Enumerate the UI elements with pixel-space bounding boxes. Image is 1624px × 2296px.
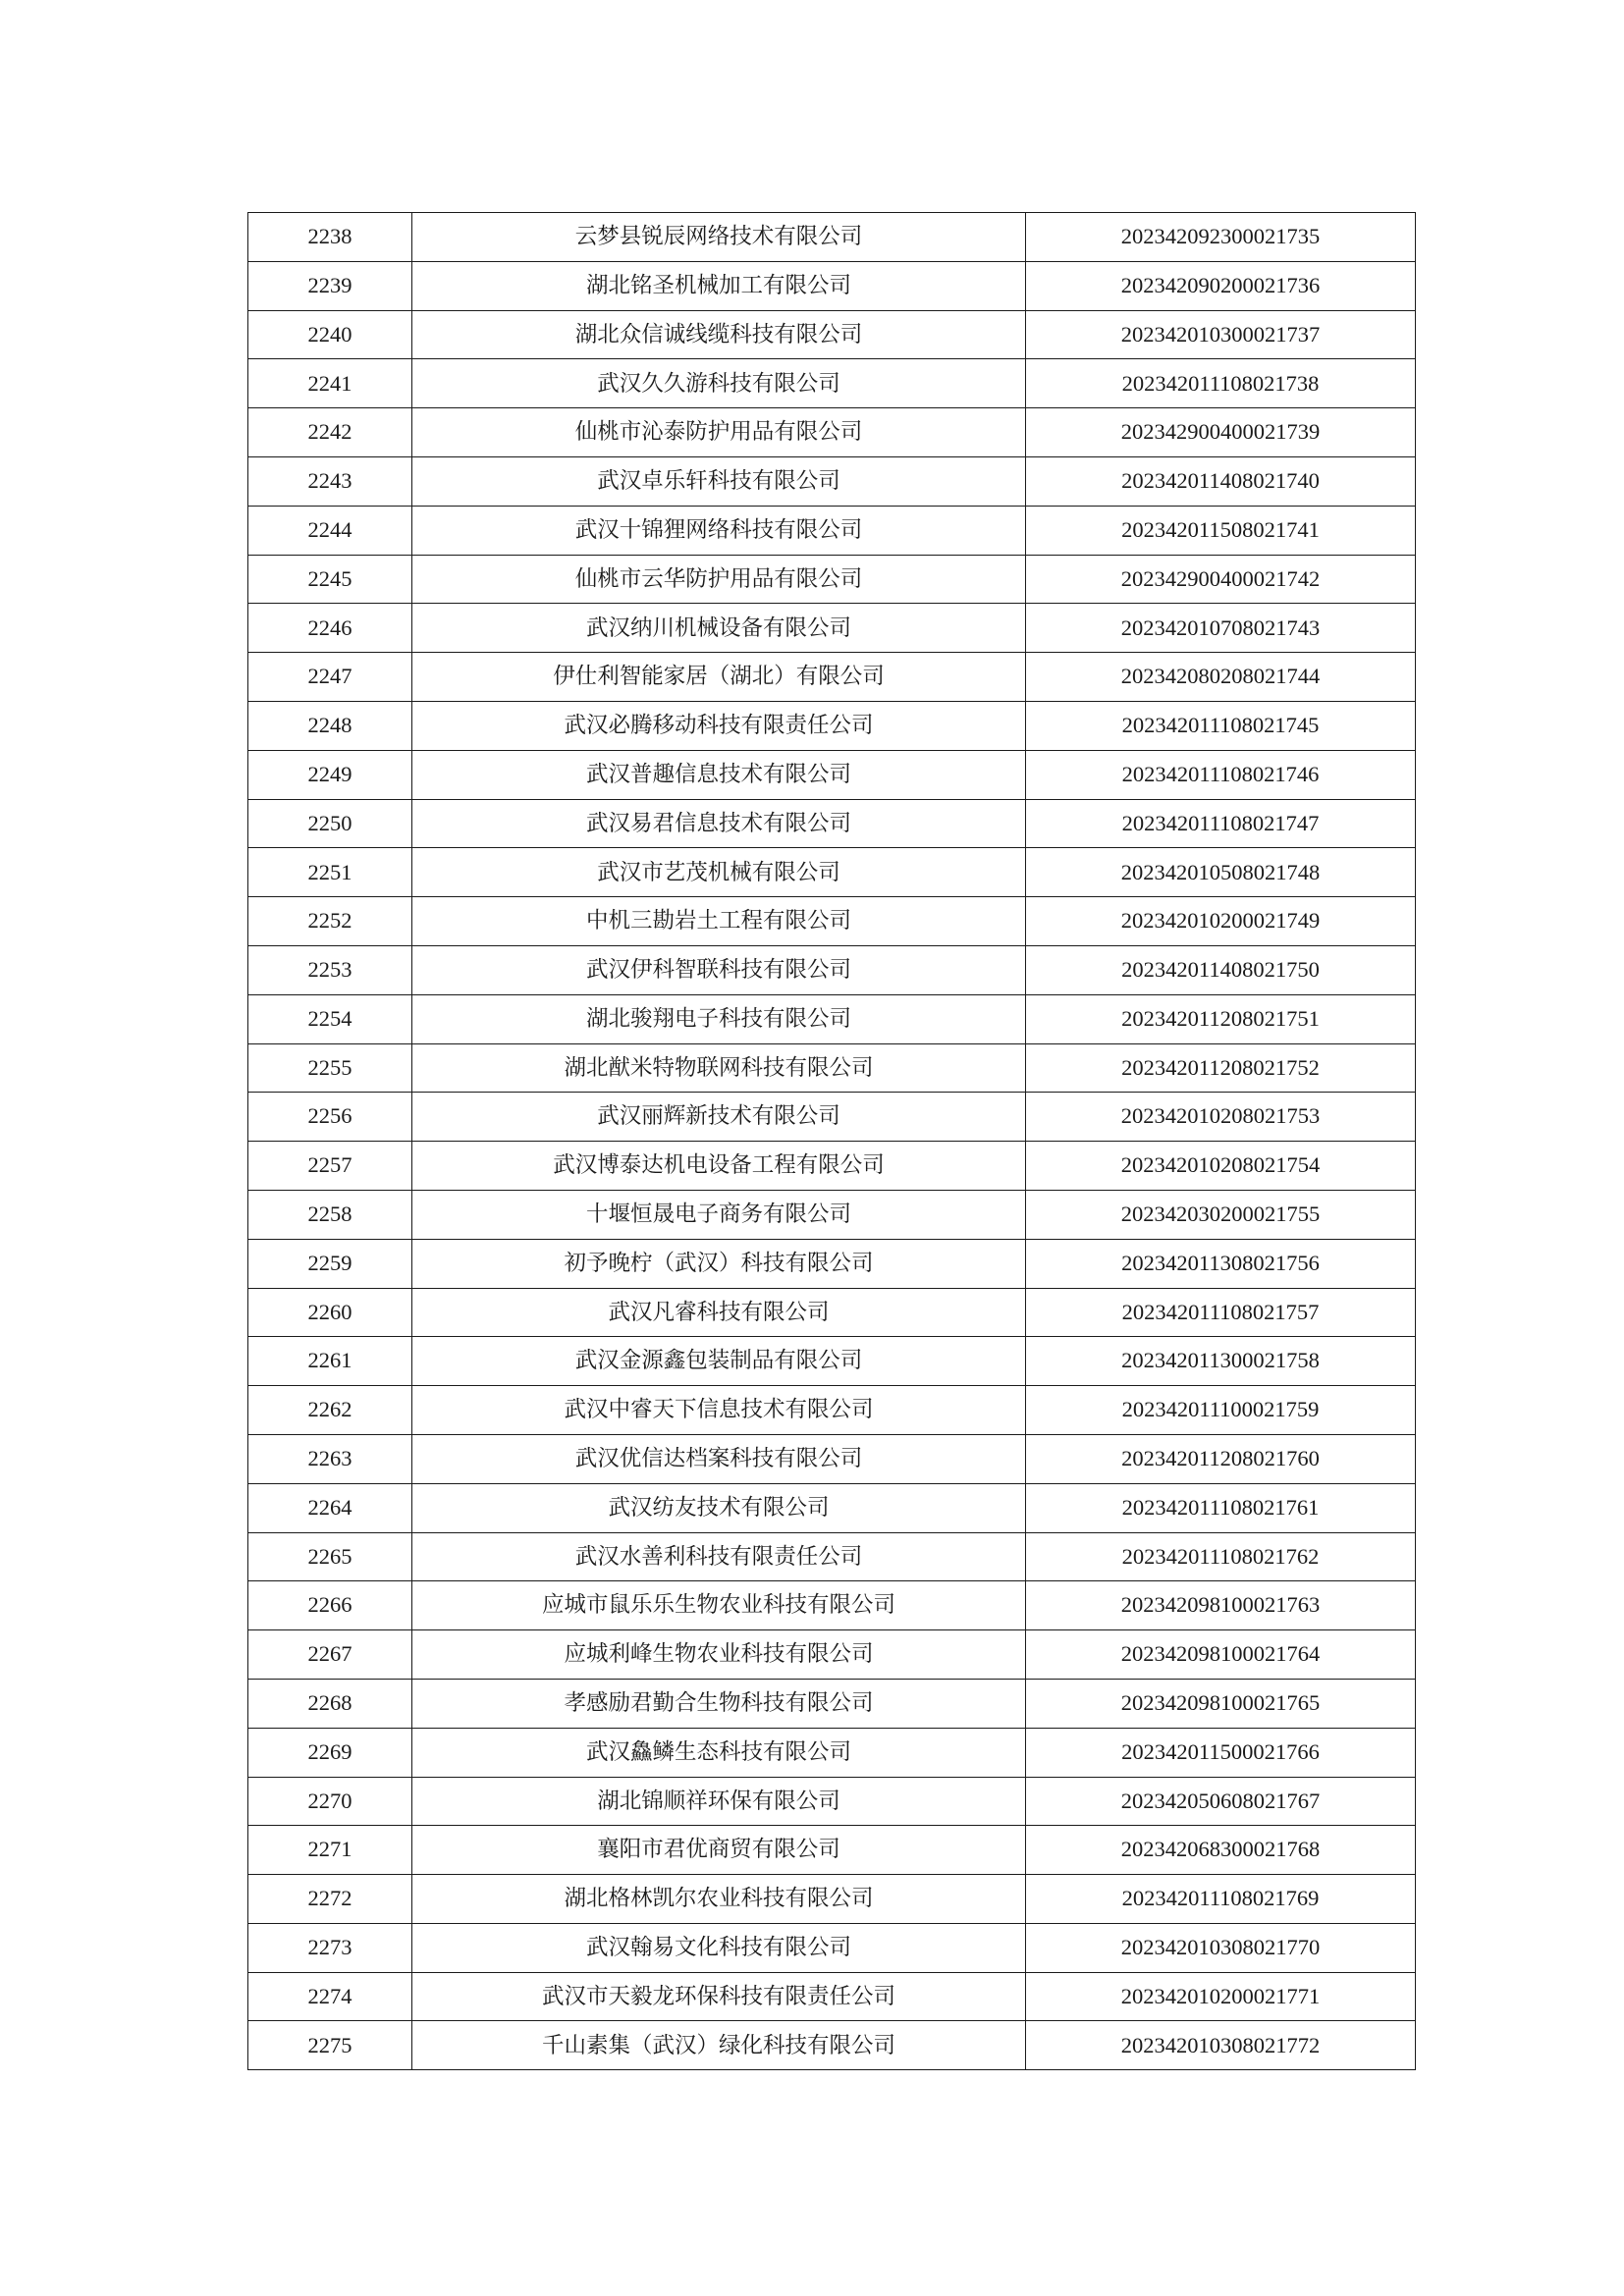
table-row bbox=[248, 1875, 1416, 1924]
company-name-cell: 应城利峰生物农业科技有限公司 bbox=[412, 1630, 1026, 1680]
company-name-cell: 孝感励君勤合生物科技有限公司 bbox=[412, 1679, 1026, 1728]
table-row bbox=[248, 848, 1416, 897]
company-name-cell: 襄阳市君优商贸有限公司 bbox=[412, 1826, 1026, 1875]
registration-code-cell: 202342010308021772 bbox=[1026, 2021, 1416, 2070]
company-name-cell: 湖北众信诚线缆科技有限公司 bbox=[412, 310, 1026, 359]
registration-code-cell: 202342900400021742 bbox=[1026, 555, 1416, 604]
registration-code-cell: 202342010708021743 bbox=[1026, 604, 1416, 653]
row-number-cell: 2255 bbox=[248, 1043, 412, 1093]
registration-code-cell: 202342011208021751 bbox=[1026, 994, 1416, 1043]
company-name-cell: 千山素集（武汉）绿化科技有限公司 bbox=[412, 2021, 1026, 2070]
registration-code-cell: 202342011108021761 bbox=[1026, 1483, 1416, 1532]
company-name-cell: 湖北格林凯尔农业科技有限公司 bbox=[412, 1875, 1026, 1924]
registration-code-cell: 202342010200021771 bbox=[1026, 1972, 1416, 2021]
row-number-cell: 2244 bbox=[248, 506, 412, 555]
table-row bbox=[248, 261, 1416, 310]
table-row bbox=[248, 1386, 1416, 1435]
table-row bbox=[248, 897, 1416, 946]
company-name-cell: 武汉金源鑫包装制品有限公司 bbox=[412, 1337, 1026, 1386]
company-name-cell: 十堰恒晟电子商务有限公司 bbox=[412, 1190, 1026, 1239]
row-number-cell: 2273 bbox=[248, 1923, 412, 1972]
company-name-cell: 湖北锦顺祥环保有限公司 bbox=[412, 1777, 1026, 1826]
row-number-cell: 2252 bbox=[248, 897, 412, 946]
table-row bbox=[248, 1826, 1416, 1875]
row-number-cell: 2261 bbox=[248, 1337, 412, 1386]
company-name-cell: 中机三勘岩土工程有限公司 bbox=[412, 897, 1026, 946]
company-name-cell: 湖北猷米特物联网科技有限公司 bbox=[412, 1043, 1026, 1093]
table-row bbox=[248, 653, 1416, 702]
table-row bbox=[248, 1483, 1416, 1532]
row-number-cell: 2257 bbox=[248, 1142, 412, 1191]
registration-code-cell: 202342010208021753 bbox=[1026, 1093, 1416, 1142]
registration-code-cell: 202342011100021759 bbox=[1026, 1386, 1416, 1435]
registration-code-cell: 202342080208021744 bbox=[1026, 653, 1416, 702]
table-row bbox=[248, 1923, 1416, 1972]
row-number-cell: 2243 bbox=[248, 456, 412, 506]
registration-code-cell: 202342011408021750 bbox=[1026, 945, 1416, 994]
company-name-cell: 湖北铭圣机械加工有限公司 bbox=[412, 261, 1026, 310]
company-name-cell: 武汉久久游科技有限公司 bbox=[412, 359, 1026, 408]
row-number-cell: 2271 bbox=[248, 1826, 412, 1875]
company-name-cell: 武汉优信达档案科技有限公司 bbox=[412, 1434, 1026, 1483]
company-name-cell: 武汉纺友技术有限公司 bbox=[412, 1483, 1026, 1532]
table-row bbox=[248, 213, 1416, 262]
row-number-cell: 2270 bbox=[248, 1777, 412, 1826]
registration-code-cell: 202342011208021760 bbox=[1026, 1434, 1416, 1483]
registration-code-cell: 202342011108021769 bbox=[1026, 1875, 1416, 1924]
table-row bbox=[248, 1142, 1416, 1191]
row-number-cell: 2275 bbox=[248, 2021, 412, 2070]
row-number-cell: 2254 bbox=[248, 994, 412, 1043]
table-row bbox=[248, 1630, 1416, 1680]
row-number-cell: 2256 bbox=[248, 1093, 412, 1142]
registration-code-cell: 202342011108021738 bbox=[1026, 359, 1416, 408]
company-name-cell: 应城市鼠乐乐生物农业科技有限公司 bbox=[412, 1581, 1026, 1630]
registration-code-cell: 202342011108021745 bbox=[1026, 701, 1416, 750]
row-number-cell: 2268 bbox=[248, 1679, 412, 1728]
registration-code-cell: 202342030200021755 bbox=[1026, 1190, 1416, 1239]
company-name-cell: 武汉丽辉新技术有限公司 bbox=[412, 1093, 1026, 1142]
company-name-cell: 武汉鱻鳞生态科技有限公司 bbox=[412, 1728, 1026, 1777]
table-row bbox=[248, 1972, 1416, 2021]
company-name-cell: 武汉伊科智联科技有限公司 bbox=[412, 945, 1026, 994]
company-name-cell: 湖北骏翔电子科技有限公司 bbox=[412, 994, 1026, 1043]
row-number-cell: 2253 bbox=[248, 945, 412, 994]
row-number-cell: 2267 bbox=[248, 1630, 412, 1680]
registration-code-cell: 202342010208021754 bbox=[1026, 1142, 1416, 1191]
table-row bbox=[248, 2021, 1416, 2070]
table-row bbox=[248, 994, 1416, 1043]
registration-code-cell: 202342092300021735 bbox=[1026, 213, 1416, 262]
row-number-cell: 2265 bbox=[248, 1532, 412, 1581]
table-row bbox=[248, 701, 1416, 750]
company-name-cell: 武汉必腾移动科技有限责任公司 bbox=[412, 701, 1026, 750]
registration-code-cell: 202342011408021740 bbox=[1026, 456, 1416, 506]
company-name-cell: 武汉卓乐轩科技有限公司 bbox=[412, 456, 1026, 506]
table-row bbox=[248, 945, 1416, 994]
table-row bbox=[248, 1581, 1416, 1630]
table-row bbox=[248, 456, 1416, 506]
registration-code-cell: 202342011500021766 bbox=[1026, 1728, 1416, 1777]
registration-code-cell: 202342011208021752 bbox=[1026, 1043, 1416, 1093]
registration-code-cell: 202342011108021762 bbox=[1026, 1532, 1416, 1581]
table-row bbox=[248, 1337, 1416, 1386]
row-number-cell: 2266 bbox=[248, 1581, 412, 1630]
row-number-cell: 2259 bbox=[248, 1239, 412, 1288]
row-number-cell: 2249 bbox=[248, 750, 412, 799]
table-row bbox=[248, 1239, 1416, 1288]
row-number-cell: 2250 bbox=[248, 799, 412, 848]
registration-code-cell: 202342050608021767 bbox=[1026, 1777, 1416, 1826]
company-name-cell: 云梦县锐辰网络技术有限公司 bbox=[412, 213, 1026, 262]
company-name-cell: 武汉凡睿科技有限公司 bbox=[412, 1288, 1026, 1337]
table-row bbox=[248, 750, 1416, 799]
company-name-cell: 武汉翰易文化科技有限公司 bbox=[412, 1923, 1026, 1972]
table-row bbox=[248, 1190, 1416, 1239]
table-row bbox=[248, 310, 1416, 359]
registration-code-cell: 202342011108021746 bbox=[1026, 750, 1416, 799]
row-number-cell: 2260 bbox=[248, 1288, 412, 1337]
company-name-cell: 仙桃市云华防护用品有限公司 bbox=[412, 555, 1026, 604]
registration-code-cell: 202342011308021756 bbox=[1026, 1239, 1416, 1288]
table-row bbox=[248, 555, 1416, 604]
row-number-cell: 2240 bbox=[248, 310, 412, 359]
row-number-cell: 2251 bbox=[248, 848, 412, 897]
registration-code-cell: 202342090200021736 bbox=[1026, 261, 1416, 310]
company-name-cell: 武汉市天毅龙环保科技有限责任公司 bbox=[412, 1972, 1026, 2021]
company-name-cell: 武汉市艺茂机械有限公司 bbox=[412, 848, 1026, 897]
registration-code-cell: 202342010308021770 bbox=[1026, 1923, 1416, 1972]
row-number-cell: 2263 bbox=[248, 1434, 412, 1483]
row-number-cell: 2274 bbox=[248, 1972, 412, 2021]
registration-code-cell: 202342098100021765 bbox=[1026, 1679, 1416, 1728]
registration-code-cell: 202342098100021763 bbox=[1026, 1581, 1416, 1630]
row-number-cell: 2264 bbox=[248, 1483, 412, 1532]
table-row bbox=[248, 506, 1416, 555]
table-row bbox=[248, 1532, 1416, 1581]
registry-table bbox=[247, 212, 1416, 2070]
table-row bbox=[248, 359, 1416, 408]
row-number-cell: 2248 bbox=[248, 701, 412, 750]
registration-code-cell: 202342011108021757 bbox=[1026, 1288, 1416, 1337]
registration-code-cell: 202342010300021737 bbox=[1026, 310, 1416, 359]
row-number-cell: 2241 bbox=[248, 359, 412, 408]
row-number-cell: 2247 bbox=[248, 653, 412, 702]
registration-code-cell: 202342010200021749 bbox=[1026, 897, 1416, 946]
company-name-cell: 伊仕利智能家居（湖北）有限公司 bbox=[412, 653, 1026, 702]
table-row bbox=[248, 799, 1416, 848]
registry-table-body bbox=[248, 213, 1416, 2070]
company-name-cell: 仙桃市沁泰防护用品有限公司 bbox=[412, 408, 1026, 457]
company-name-cell: 武汉博泰达机电设备工程有限公司 bbox=[412, 1142, 1026, 1191]
table-row bbox=[248, 408, 1416, 457]
table-row bbox=[248, 1093, 1416, 1142]
table-row bbox=[248, 1043, 1416, 1093]
company-name-cell: 武汉普趣信息技术有限公司 bbox=[412, 750, 1026, 799]
row-number-cell: 2242 bbox=[248, 408, 412, 457]
company-name-cell: 武汉中睿天下信息技术有限公司 bbox=[412, 1386, 1026, 1435]
table-row bbox=[248, 1777, 1416, 1826]
row-number-cell: 2262 bbox=[248, 1386, 412, 1435]
row-number-cell: 2246 bbox=[248, 604, 412, 653]
table-row bbox=[248, 604, 1416, 653]
registration-code-cell: 202342011108021747 bbox=[1026, 799, 1416, 848]
company-name-cell: 初予晚柠（武汉）科技有限公司 bbox=[412, 1239, 1026, 1288]
company-name-cell: 武汉十锦狸网络科技有限公司 bbox=[412, 506, 1026, 555]
row-number-cell: 2238 bbox=[248, 213, 412, 262]
table-row bbox=[248, 1728, 1416, 1777]
table-row bbox=[248, 1434, 1416, 1483]
row-number-cell: 2239 bbox=[248, 261, 412, 310]
row-number-cell: 2245 bbox=[248, 555, 412, 604]
row-number-cell: 2272 bbox=[248, 1875, 412, 1924]
registration-code-cell: 202342068300021768 bbox=[1026, 1826, 1416, 1875]
company-name-cell: 武汉水善利科技有限责任公司 bbox=[412, 1532, 1026, 1581]
registration-code-cell: 202342011508021741 bbox=[1026, 506, 1416, 555]
registration-code-cell: 202342900400021739 bbox=[1026, 408, 1416, 457]
registration-code-cell: 202342098100021764 bbox=[1026, 1630, 1416, 1680]
table-row bbox=[248, 1288, 1416, 1337]
table-row bbox=[248, 1679, 1416, 1728]
row-number-cell: 2258 bbox=[248, 1190, 412, 1239]
company-name-cell: 武汉易君信息技术有限公司 bbox=[412, 799, 1026, 848]
registration-code-cell: 202342010508021748 bbox=[1026, 848, 1416, 897]
registration-code-cell: 202342011300021758 bbox=[1026, 1337, 1416, 1386]
row-number-cell: 2269 bbox=[248, 1728, 412, 1777]
company-name-cell: 武汉纳川机械设备有限公司 bbox=[412, 604, 1026, 653]
